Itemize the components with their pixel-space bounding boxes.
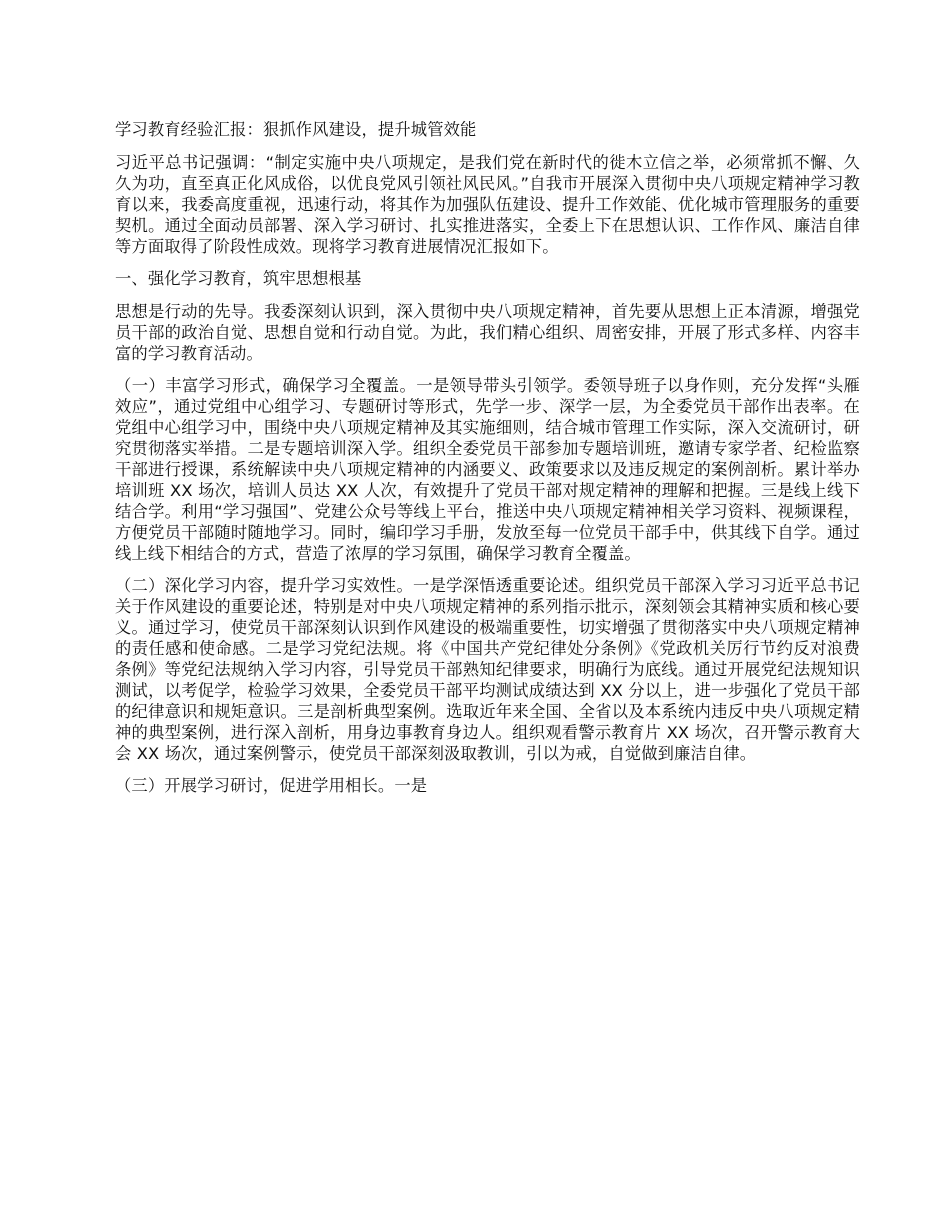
section-1-heading: 一、强化学习教育，筑牢思想根基 <box>115 269 362 288</box>
section-1-part-3-paragraph: （三）开展学习研讨，促进学用相长。一是 <box>115 776 428 795</box>
document-title: 学习教育经验汇报：狠抓作风建设，提升城管效能 <box>115 120 477 139</box>
section-1-part-2-paragraph: （二）深化学习内容，提升学习实效性。一是学深悟透重要论述。组织党员干部深入学习习近平总书记关于作风建设的重要论述，特别是对中央八项规定精神的系列指示批示，深刻领会其精神实质和核心要义。通过学习，使党员干部深刻认识到作风建设的极端重要性，切实增强了贯彻落实中央八项规定精神的责任感和使命感。二是学习党纪法规。将《中国共产党纪律处分条例》《党政机关厉行节约反对浪费条例》等党纪法规纳入学习内容，引导党员干部熟知纪律要求，明确行为底线。通过开展党纪法规知识测试，以考促学，检验学习效果，全委党员干部平均测试成绩达到 XX 分以上，进一步强化了党员干部的纪律意识和规矩意识。三是剖析典型案例。选取近年来全国、全省以及本系统内违反中央八项规定精神的典型案例，进行深入剖析，用身边事教育身边人。组织观看警示教育片 XX 场次，召开警示教育大会 XX 场次，通过案例警示，使党员干部深刻汲取教训，引以为戒，自觉做到廉洁自律。 <box>115 576 860 763</box>
section-1-lead-paragraph: 思想是行动的先导。我委深刻认识到，深入贯彻中央八项规定精神，首先要从思想上正本清源，增强党员干部的政治自觉、思想自觉和行动自觉。为此，我们精心组织、周密安排，开展了形式多样、内容丰富的学习教育活动。 <box>115 302 860 363</box>
section-1-part-1-paragraph: （一）丰富学习形式，确保学习全覆盖。一是领导带头引领学。委领导班子以身作则，充分发挥“头雁效应”，通过党组中心组学习、专题研讨等形式，先学一步、深学一层，为全委党员干部作出表率。在党组中心组学习中，围绕中央八项规定精神及其实施细则，结合城市管理工作实际，深入交流研讨，研究贯彻落实举措。二是专题培训深入学。组织全委党员干部参加专题培训班，邀请专家学者、纪检监察干部进行授课，系统解读中央八项规定精神的内涵要义、政策要求以及违反规定的案例剖析。累计举办培训班 XX 场次，培训人员达 XX 人次，有效提升了党员干部对规定精神的理解和把握。三是线上线下结合学。利用“学习强国”、党建公众号等线上平台，推送中央八项规定精神相关学习资料、视频课程，方便党员干部随时随地学习。同时，编印学习手册，发放至每一位党员干部手中，供其线下自学。通过线上线下相结合的方式，营造了浓厚的学习氛围，确保学习教育全覆盖。 <box>115 376 860 563</box>
document-page <box>115 119 860 807</box>
intro-paragraph: 习近平总书记强调：“制定实施中央八项规定，是我们党在新时代的徙木立信之举，必须常抓不懈、久久为功，直至真正化风成俗，以优良党风引领社风民风。”自我市开展深入贯彻中央八项规定精神学习教育以来，我委高度重视，迅速行动，将其作为加强队伍建设、提升工作效能、优化城市管理服务的重要契机。通过全面动员部署、深入学习研讨、扎实推进落实，全委上下在思想认识、工作作风、廉洁自律等方面取得了阶段性成效。现将学习教育进展情况汇报如下。 <box>115 153 860 256</box>
